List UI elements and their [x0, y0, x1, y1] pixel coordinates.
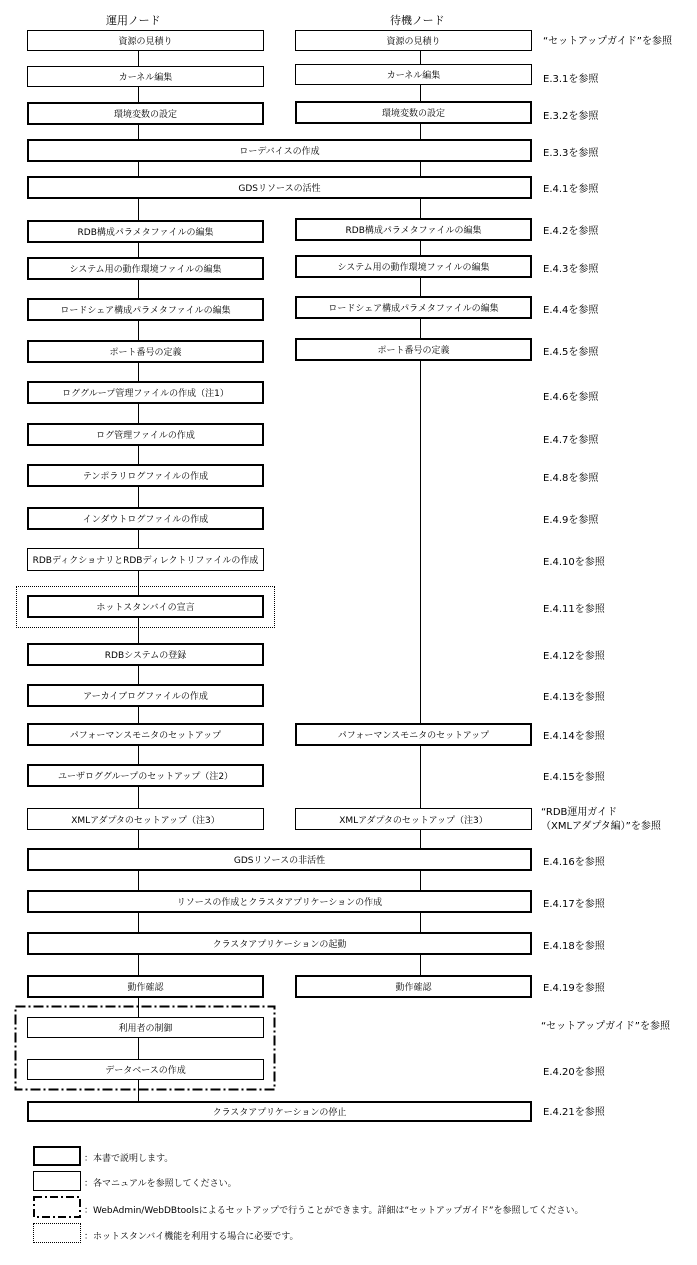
active-step-port: ポート番号の定義 [27, 340, 264, 363]
ref-label: E.4.1を参照 [543, 184, 599, 195]
active-step-user-control: 利用者の制御 [27, 1017, 264, 1038]
ref-label: E.4.9を参照 [543, 515, 599, 526]
standby-step-verify: 動作確認 [295, 975, 532, 998]
active-step-database-create: データベースの作成 [27, 1059, 264, 1080]
ref-label: E.4.12を参照 [543, 651, 605, 662]
standby-step-port: ポート番号の定義 [295, 338, 532, 361]
step-gds-deactivate: GDSリソースの非活性 [27, 848, 532, 871]
ref-label: E.4.4を参照 [543, 305, 599, 316]
ref-label: E.4.13を参照 [543, 692, 605, 703]
ref-label: E.4.18を参照 [543, 941, 605, 952]
step-raw-device: ローデバイスの作成 [27, 139, 532, 162]
active-step-rdb-register: RDBシステムの登録 [27, 643, 264, 666]
ref-label: E.4.7を参照 [543, 435, 599, 446]
legend-thin-text: ：各マニュアルを参照してください。 [84, 1179, 237, 1189]
ref-label: E.4.5を参照 [543, 347, 599, 358]
active-step-rdb-param: RDB構成パラメタファイルの編集 [27, 220, 264, 243]
active-step-user-loggroup: ユーザロググループのセットアップ（注2） [27, 764, 264, 787]
standby-step-kernel-edit: カーネル編集 [295, 64, 532, 85]
legend-thick-swatch [33, 1146, 81, 1166]
active-step-log-mgmt: ログ管理ファイルの作成 [27, 423, 264, 446]
active-step-hot-standby: ホットスタンバイの宣言 [27, 595, 264, 618]
step-gds-activate: GDSリソースの活性 [27, 176, 532, 199]
active-node-header: 運用ノード [106, 14, 161, 27]
ref-label: E.4.16を参照 [543, 857, 605, 868]
active-step-archive-log: アーカイブログファイルの作成 [27, 684, 264, 707]
ref-label: “セットアップガイド”を参照 [543, 36, 672, 47]
active-step-loggroup-file: ロググループ管理ファイルの作成（注1） [27, 381, 264, 404]
active-step-verify: 動作確認 [27, 975, 264, 998]
step-cluster-app-create: リソースの作成とクラスタアプリケーションの作成 [27, 890, 532, 913]
ref-label: E.4.11を参照 [543, 604, 605, 615]
legend-dashdot-swatch [33, 1196, 81, 1218]
ref-label: E.4.19を参照 [543, 983, 605, 994]
ref-label: E.4.8を参照 [543, 473, 599, 484]
active-step-kernel-edit: カーネル編集 [27, 66, 264, 87]
legend-dashdot-text: ：WebAdmin/WebDBtoolsによるセットアップで行うことができます。詳細は“セットアップガイド”を参照してください。 [84, 1206, 584, 1216]
ref-label: E.4.14を参照 [543, 731, 605, 742]
standby-step-xml-adapter: XMLアダプタのセットアップ（注3） [295, 808, 532, 830]
ref-label: E.4.2を参照 [543, 226, 599, 237]
step-cluster-app-stop: クラスタアプリケーションの停止 [27, 1101, 532, 1122]
step-cluster-app-start: クラスタアプリケーションの起動 [27, 932, 532, 955]
active-step-env-vars: 環境変数の設定 [27, 102, 264, 125]
active-step-temp-log: テンポラリログファイルの作成 [27, 464, 264, 487]
standby-step-resource-estimate: 資源の見積り [295, 30, 532, 51]
ref-label-line1: “RDB運用ガイド [541, 807, 618, 818]
ref-label: E.4.20を参照 [543, 1067, 605, 1078]
active-step-xml-adapter: XMLアダプタのセットアップ（注3） [27, 808, 264, 830]
legend-dotted-swatch [33, 1223, 81, 1243]
ref-label: E.4.3を参照 [543, 264, 599, 275]
active-step-indoubt-log: インダウトログファイルの作成 [27, 507, 264, 530]
active-step-sys-env: システム用の動作環境ファイルの編集 [27, 257, 264, 280]
legend-thick-text: ：本書で説明します。 [84, 1154, 174, 1164]
standby-step-perf-monitor: パフォーマンスモニタのセットアップ [295, 723, 532, 746]
ref-label: E.4.21を参照 [543, 1107, 605, 1118]
ref-label: E.3.1を参照 [543, 74, 599, 85]
ref-label: E.4.6を参照 [543, 392, 599, 403]
ref-label: E.3.3を参照 [543, 148, 599, 159]
legend-thin-swatch [33, 1171, 81, 1191]
standby-step-loadshare-param: ロードシェア構成パラメタファイルの編集 [295, 296, 532, 319]
standby-node-header: 待機ノード [390, 14, 445, 27]
ref-label: E.3.2を参照 [543, 111, 599, 122]
ref-label-line2: （XMLアダプタ編）”を参照 [541, 821, 661, 832]
standby-step-sys-env: システム用の動作環境ファイルの編集 [295, 255, 532, 278]
active-step-resource-estimate: 資源の見積り [27, 30, 264, 51]
ref-label: “セットアップガイド”を参照 [541, 1021, 670, 1032]
ref-label: E.4.17を参照 [543, 899, 605, 910]
ref-label: E.4.15を参照 [543, 772, 605, 783]
active-step-loadshare-param: ロードシェア構成パラメタファイルの編集 [27, 298, 264, 321]
standby-step-rdb-param: RDB構成パラメタファイルの編集 [295, 218, 532, 241]
standby-step-env-vars: 環境変数の設定 [295, 101, 532, 124]
ref-label: E.4.10を参照 [543, 557, 605, 568]
active-step-perf-monitor: パフォーマンスモニタのセットアップ [27, 723, 264, 746]
legend-dotted-text: ：ホットスタンバイ機能を利用する場合に必要です。 [84, 1232, 299, 1242]
active-step-rdb-dictionary: RDBディクショナリとRDBディレクトリファイルの作成 [27, 548, 264, 571]
